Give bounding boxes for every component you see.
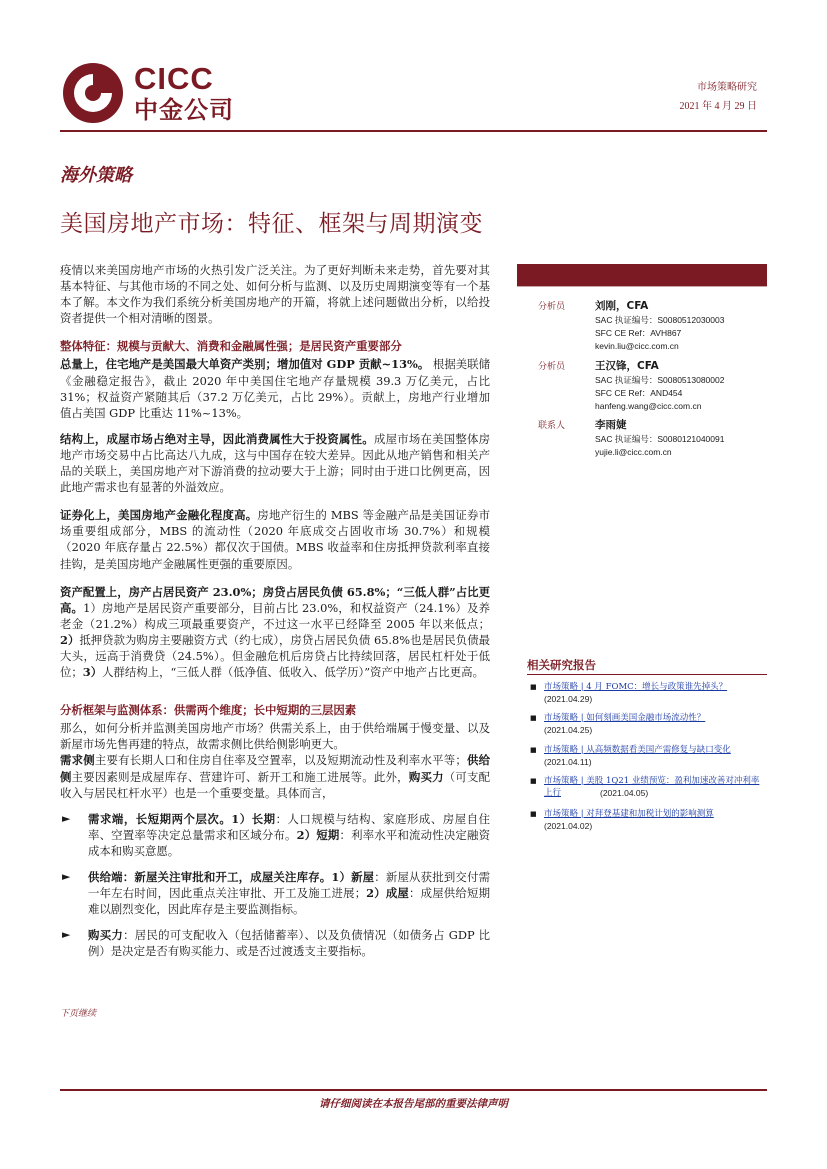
related-report-link[interactable]: 市场策略 | 美股 1Q21 业绩预览：盈利加速改善对冲利率上行 — [544, 776, 760, 798]
analyst-sac: SAC 执证编号：S0080121040091 — [595, 434, 725, 444]
related-report-item[interactable] — [530, 808, 767, 834]
analyst-email[interactable]: kevin.liu@cicc.com.cn — [595, 341, 679, 351]
analyst-email[interactable]: yujie.li@cicc.com.cn — [595, 447, 672, 457]
related-report-date: (2021.04.05) — [600, 788, 649, 798]
analyst-name: 李雨婕 — [595, 419, 627, 431]
related-report-link[interactable]: 市场策略 | 如何刻画美国金融市场流动性？ — [544, 713, 706, 723]
analyst-sfc: SFC CE Ref：AVH867 — [595, 328, 682, 338]
related-report-date: (2021.04.11) — [544, 757, 592, 767]
bullet-num: 1）长期 — [231, 811, 276, 826]
analyst-sac: SAC 执证编号：S0080512030003 — [595, 315, 725, 325]
report-date: 2021 年 4 月 29 日 — [679, 101, 757, 112]
footer-divider — [60, 1089, 767, 1091]
cicc-logo-icon — [62, 62, 124, 124]
square-bullet-icon: ■ — [530, 714, 537, 722]
intro-paragraph: 疫情以来美国房地产市场的火热引发广泛关注。为了更好判断未来走势，首先要对其基本特征、与其他市场的不同之处、如何分析与监测、以及历史周期演变等有一个基本了解。本文作为我们系统分析美国房地产的开篇，将就上述问题做出分析，以给投资者提供一个相对清晰的图景。 — [60, 263, 490, 326]
securitization-bold: 证券化上，美国房地产金融化程度高。 — [60, 508, 258, 523]
securitization-text: 房地产衍生的 MBS 等金融产品是美国证券市场重要组成部分，MBS 的流动性（2020 年底成交占固收市场 30.7%）和规模（2020 年底存量占 22.5%）都仅次于国债。MBS 收益率和住房抵押贷款利率直接挂钩，是美国房地产金融属性更强的重要原因。 — [60, 508, 490, 571]
bullet-num: 2）成屋 — [366, 886, 410, 901]
related-report-item[interactable] — [530, 712, 767, 738]
structure-bold: 结构上，成屋市场占绝对主导，因此消费属性大于投资属性。 — [60, 431, 374, 446]
securitization-paragraph — [60, 507, 490, 571]
bullet-bold: 供给端：新屋关注审批和开工，成屋关注库存。 — [88, 870, 332, 884]
demand-label: 需求侧 — [60, 753, 95, 768]
list-item — [60, 811, 490, 859]
features-heading: 整体特征：规模与贡献大、消费和金融属性强；是居民资产重要部分 — [60, 339, 402, 354]
related-report-item[interactable] — [530, 775, 767, 801]
bullet-bold: 购买力 — [88, 928, 124, 943]
bullet-num: 2）短期 — [296, 827, 340, 842]
square-bullet-icon: ■ — [530, 777, 537, 785]
sidebar-header-bar — [517, 264, 767, 286]
purchase-text: （可支配收入与居民杠杆水平）也是一个重要变量。具体而言， — [60, 769, 490, 800]
related-report-item[interactable] — [530, 744, 767, 770]
features-block — [60, 338, 490, 420]
framework-bullets — [60, 811, 490, 960]
logo-text-en: CICC — [134, 61, 214, 96]
structure-text: 成屋市场在美国整体房地产市场交易中占比高达八九成，这与中国存在较大差异。因此从地产销售和相关产品的关联上，美国房地产对下游消费的拉动要大于上游；同时由于进口比例更高，因此地产需求也有显著的外溢效应。 — [60, 431, 490, 495]
related-report-link[interactable]: 市场策略 | 对拜登基建和加税计划的影响测算 — [544, 809, 714, 819]
purchase-label: 购买力 — [408, 769, 444, 784]
triangle-bullet-icon: ► — [62, 811, 71, 825]
allocation-text-2: 抵押贷款为购房主要融资方式（约七成），房贷占居民负债 65.8%也是居民负债最大头，远高于消费贷（24.5%）。但金融危机后房贷占比持续回落，居民杠杆处于低位； — [60, 632, 490, 680]
report-type: 市场策略研究 — [697, 82, 757, 93]
analyst-card — [538, 417, 768, 463]
bullet-text: ：人口规模与结构、家庭形成、房屋自住率、空置率等决定总量需求和区域分布。 — [88, 811, 490, 842]
analyst-role: 联系人 — [538, 420, 566, 430]
continued-note: 下页继续 — [60, 1009, 97, 1019]
related-report-date: (2021.04.25) — [544, 725, 593, 735]
demand-text: 主要有长期人口和住房自住率及空置率，以及短期流动性及利率水平等； — [94, 753, 467, 768]
bullet-bold: 需求端，长短期两个层次。 — [88, 811, 232, 826]
analyst-role: 分析员 — [538, 301, 566, 311]
allocation-paragraph — [60, 584, 490, 681]
analyst-name: 王汉锋，CFA — [595, 360, 659, 372]
bullet-num: 1）新屋 — [331, 870, 375, 884]
allocation-num-3: 3） — [82, 665, 103, 680]
framework-intro: 那么，如何分析并监测美国房地产市场？供需关系上，由于供给端属于慢变量、以及新屋市场先售再建的特点，故需求侧比供给侧影响更大。 — [60, 721, 490, 752]
list-item — [60, 869, 490, 917]
related-report-link[interactable]: 市场策略 | 从高频数据看美国产需修复与缺口变化 — [544, 745, 731, 755]
section-label: 海外策略 — [60, 165, 132, 186]
list-item — [60, 927, 490, 959]
legal-disclaimer: 请仔细阅读在本报告尾部的重要法律声明 — [319, 1098, 508, 1110]
square-bullet-icon: ■ — [530, 746, 537, 754]
allocation-num-2: 2） — [60, 632, 80, 647]
header-divider — [60, 130, 767, 132]
allocation-text-1: 1）房地产是居民资产重要部分，目前占比 23.0%，和权益资产（24.1%）及养老金（21.2%）构成三项最重要资产，不过这一水平已经降至 2005 年以来低点； — [60, 600, 490, 631]
analyst-card — [538, 298, 768, 358]
analyst-sfc: SFC CE Ref：AND454 — [595, 388, 683, 398]
analyst-sac: SAC 执证编号：S0080513080002 — [595, 375, 725, 385]
analyst-email[interactable]: hanfeng.wang@cicc.com.cn — [595, 401, 702, 411]
supply-text: 主要因素则是成屋库存、营建许可、新开工和施工进展等。此外， — [71, 769, 409, 784]
total-bold: 总量上，住宅地产是美国最大单资产类别；增加值对 GDP 贡献~13%。 — [60, 357, 430, 372]
allocation-bold: 资产配置上，房产占居民资产 23.0%；房贷占居民负债 65.8%；“三低人群”占比更高。 — [60, 584, 490, 615]
related-report-date: (2021.04.29) — [544, 694, 593, 704]
analyst-role: 分析员 — [538, 361, 566, 371]
analyst-name: 刘刚，CFA — [595, 300, 649, 312]
bullet-text: ：成屋供给短期难以剧烈变化，因此库存是主要监测指标。 — [88, 886, 490, 917]
square-bullet-icon: ■ — [530, 683, 537, 691]
related-report-link[interactable]: 市场策略 | 4 月 FOMC：增长与政策谁先掉头？ — [544, 682, 728, 692]
analyst-card — [538, 358, 768, 418]
bullet-text: ：新屋从获批到交付需一年左右时间，因此重点关注审批、开工及施工进展； — [88, 870, 490, 901]
square-bullet-icon: ■ — [530, 810, 537, 818]
related-report-item[interactable] — [530, 681, 767, 707]
bullet-text: ：利率水平和流动性决定融资成本和购买意愿。 — [88, 827, 490, 858]
allocation-text-3: 人群结构上，“三低人群（低净值、低收入、低学历）”资产中地产占比更高。 — [102, 665, 484, 680]
related-report-date: (2021.04.02) — [544, 821, 593, 831]
framework-block — [60, 702, 490, 801]
related-reports-divider — [527, 674, 767, 675]
triangle-bullet-icon: ► — [62, 928, 71, 942]
related-reports-title: 相关研究报告 — [527, 658, 596, 672]
bullet-text: ：居民的可支配收入（包括储蓄率）、以及负债情况（如债务占 GDP 比例）是决定是否有购买能力、或是否过渡透支主要指标。 — [88, 928, 490, 959]
sidebar-divider — [517, 286, 767, 287]
total-text: 根据美联储《金融稳定报告》，截止 2020 年中美国住宅地产存量规模 39.3 万亿美元，占比 31%；权益资产紧随其后（37.2 万亿美元，占比 29%）。贡献上，房地产行业增加值占美国 GDP 比重达 11%~13%。 — [60, 357, 490, 420]
logo-text-cn: 中金公司 — [134, 96, 234, 124]
framework-heading: 分析框架与监测体系：供需两个维度；长中短期的三层因素 — [60, 703, 357, 718]
main-body — [60, 262, 490, 969]
report-title: 美国房地产市场：特征、框架与周期演变 — [60, 211, 483, 237]
structure-paragraph — [60, 431, 490, 495]
supply-label: 供给侧 — [60, 753, 490, 784]
triangle-bullet-icon: ► — [62, 870, 71, 883]
